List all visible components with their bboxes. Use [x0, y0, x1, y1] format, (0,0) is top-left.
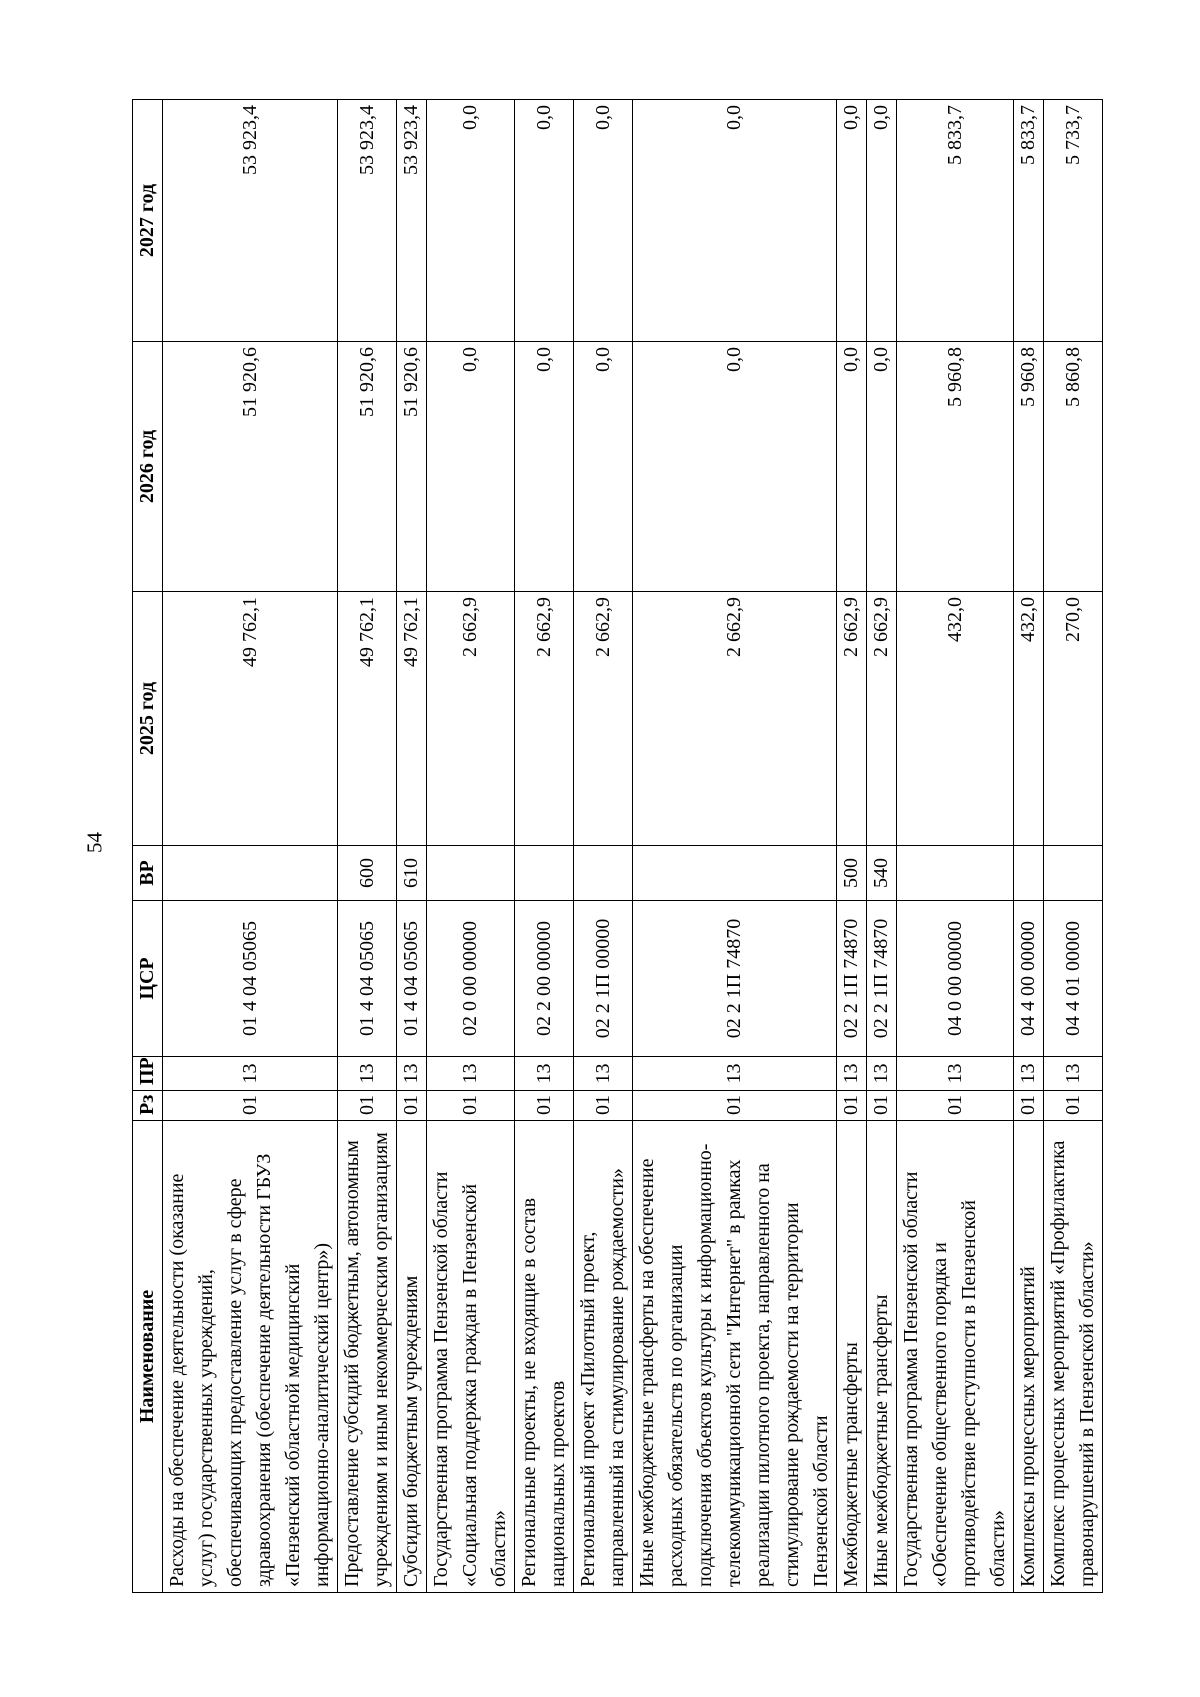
row-2026: 5 960,8: [1014, 342, 1044, 592]
row-vr: [515, 846, 574, 901]
row-2026: 51 920,6: [338, 342, 397, 592]
row-csr: 01 4 04 05065: [397, 901, 427, 1057]
row-vr: [633, 846, 837, 901]
row-2025: 49 762,1: [338, 592, 397, 846]
row-2026: 0,0: [837, 342, 867, 592]
row-rz: 01: [338, 1091, 397, 1121]
row-pr: 13: [427, 1057, 515, 1091]
row-rz: 01: [633, 1091, 837, 1121]
row-name: Иные межбюджетные трансферты: [867, 1121, 897, 1593]
row-name: Предоставление субсидий бюджетным, автономным учреждениям и иным некоммерческим организациям: [338, 1121, 397, 1593]
row-pr: 13: [574, 1057, 633, 1091]
row-vr: 500: [837, 846, 867, 901]
row-2025: 2 662,9: [427, 592, 515, 846]
row-vr: [163, 846, 338, 901]
header-rz: Рз: [133, 1091, 163, 1121]
table-row: [397, 100, 427, 1593]
row-name: Расходы на обеспечение деятельности (оказание услуг) государственных учреждений, обеспечивающих предоставление услуг в сфере здравоохранения (обеспечение деятельности ГБУЗ «Пензенский областной медицинский информационно-аналитический центр»): [163, 1121, 338, 1593]
row-pr: 13: [515, 1057, 574, 1091]
row-2026: 0,0: [633, 342, 837, 592]
row-vr: [1014, 846, 1044, 901]
row-2025: 2 662,9: [633, 592, 837, 846]
row-name: Государственная программа Пензенской области «Обеспечение общественного порядка и противодействие преступности в Пензенской области»: [897, 1121, 1014, 1593]
row-2026: 0,0: [515, 342, 574, 592]
table-row: [897, 100, 1014, 1593]
row-rz: 01: [897, 1091, 1014, 1121]
row-2027: 0,0: [837, 100, 867, 342]
row-rz: 01: [1014, 1091, 1044, 1121]
row-rz: 01: [837, 1091, 867, 1121]
table-row: [515, 100, 574, 1593]
table-row: [867, 100, 897, 1593]
row-2027: 53 923,4: [338, 100, 397, 342]
row-2027: 0,0: [515, 100, 574, 342]
table-row: [427, 100, 515, 1593]
row-csr: 02 2 1П 00000: [574, 901, 633, 1057]
row-2026: 5 860,8: [1044, 342, 1103, 592]
row-rz: 01: [1044, 1091, 1103, 1121]
row-pr: 13: [633, 1057, 837, 1091]
row-2027: 5 733,7: [1044, 100, 1103, 342]
row-2025: 270,0: [1044, 592, 1103, 846]
row-pr: 13: [338, 1057, 397, 1091]
row-vr: [897, 846, 1014, 901]
page-number: 54: [82, 832, 107, 853]
row-2025: 49 762,1: [397, 592, 427, 846]
row-csr: 02 2 1П 74870: [867, 901, 897, 1057]
row-pr: 13: [897, 1057, 1014, 1091]
row-2027: 0,0: [633, 100, 837, 342]
row-2026: 51 920,6: [397, 342, 427, 592]
row-csr: 04 0 00 00000: [897, 901, 1014, 1057]
row-csr: 02 2 1П 74870: [633, 901, 837, 1057]
row-name: Субсидии бюджетным учреждениям: [397, 1121, 427, 1593]
row-vr: [427, 846, 515, 901]
row-2027: 0,0: [867, 100, 897, 342]
row-name: Иные межбюджетные трансферты на обеспечение расходных обязательств по организации подключения объектов культуры к информационно-телекоммуникационной сети "Интернет" в рамках реализации пилотного проекта, направленного на стимулирование рождаемости на территории Пензенской области: [633, 1121, 837, 1593]
row-rz: 01: [515, 1091, 574, 1121]
row-2025: 2 662,9: [867, 592, 897, 846]
row-csr: 01 4 04 05065: [163, 901, 338, 1057]
row-2026: 0,0: [574, 342, 633, 592]
header-pr: ПР: [133, 1057, 163, 1091]
row-vr: 540: [867, 846, 897, 901]
row-vr: 600: [338, 846, 397, 901]
row-name: Комплекс процессных мероприятий «Профилактика правонарушений в Пензенской области»: [1044, 1121, 1103, 1593]
row-2027: 53 923,4: [163, 100, 338, 342]
row-2026: 0,0: [867, 342, 897, 592]
row-2026: 0,0: [427, 342, 515, 592]
row-vr: 610: [397, 846, 427, 901]
row-name: Комплексы процессных мероприятий: [1014, 1121, 1044, 1593]
row-2025: 432,0: [1014, 592, 1044, 846]
header-csr: ЦСР: [133, 901, 163, 1057]
row-2025: 432,0: [897, 592, 1014, 846]
row-2027: 53 923,4: [397, 100, 427, 342]
row-pr: 13: [837, 1057, 867, 1091]
row-2025: 2 662,9: [515, 592, 574, 846]
table-row: [837, 100, 867, 1593]
header-name: Наименование: [133, 1121, 163, 1593]
row-rz: 01: [867, 1091, 897, 1121]
row-2027: 0,0: [574, 100, 633, 342]
row-2026: 51 920,6: [163, 342, 338, 592]
table-row: [338, 100, 397, 1593]
row-csr: 04 4 00 00000: [1014, 901, 1044, 1057]
header-row: [133, 100, 163, 1593]
row-name: Региональные проекты, не входящие в состав национальных проектов: [515, 1121, 574, 1593]
row-pr: 13: [1044, 1057, 1103, 1091]
table-row: [1014, 100, 1044, 1593]
row-2027: 5 833,7: [1014, 100, 1044, 342]
table-row: [1044, 100, 1103, 1593]
row-2025: 49 762,1: [163, 592, 338, 846]
row-name: Региональный проект «Пилотный проект, направленный на стимулирование рождаемости»: [574, 1121, 633, 1593]
row-vr: [1044, 846, 1103, 901]
row-2025: 2 662,9: [574, 592, 633, 846]
row-name: Государственная программа Пензенской области «Социальная поддержка граждан в Пензенской области»: [427, 1121, 515, 1593]
row-csr: 02 2 1П 74870: [837, 901, 867, 1057]
row-csr: 04 4 01 00000: [1044, 901, 1103, 1057]
table-row: [574, 100, 633, 1593]
row-pr: 13: [1014, 1057, 1044, 1091]
row-2026: 5 960,8: [897, 342, 1014, 592]
row-2027: 0,0: [427, 100, 515, 342]
header-2026: 2026 год: [133, 342, 163, 592]
header-vr: ВР: [133, 846, 163, 901]
row-2025: 2 662,9: [837, 592, 867, 846]
row-2027: 5 833,7: [897, 100, 1014, 342]
row-rz: 01: [163, 1091, 338, 1121]
table-row: [633, 100, 837, 1593]
row-rz: 01: [397, 1091, 427, 1121]
row-pr: 13: [867, 1057, 897, 1091]
header-2025: 2025 год: [133, 592, 163, 846]
row-csr: 02 2 00 00000: [515, 901, 574, 1057]
row-csr: 01 4 04 05065: [338, 901, 397, 1057]
row-rz: 01: [574, 1091, 633, 1121]
budget-table: [132, 99, 1103, 1593]
row-pr: 13: [163, 1057, 338, 1091]
row-rz: 01: [427, 1091, 515, 1121]
header-2027: 2027 год: [133, 100, 163, 342]
row-pr: 13: [397, 1057, 427, 1091]
row-vr: [574, 846, 633, 901]
row-name: Межбюджетные трансферты: [837, 1121, 867, 1593]
table-row: [163, 100, 338, 1593]
rotated-table-wrapper: [132, 100, 1098, 1593]
row-csr: 02 0 00 00000: [427, 901, 515, 1057]
